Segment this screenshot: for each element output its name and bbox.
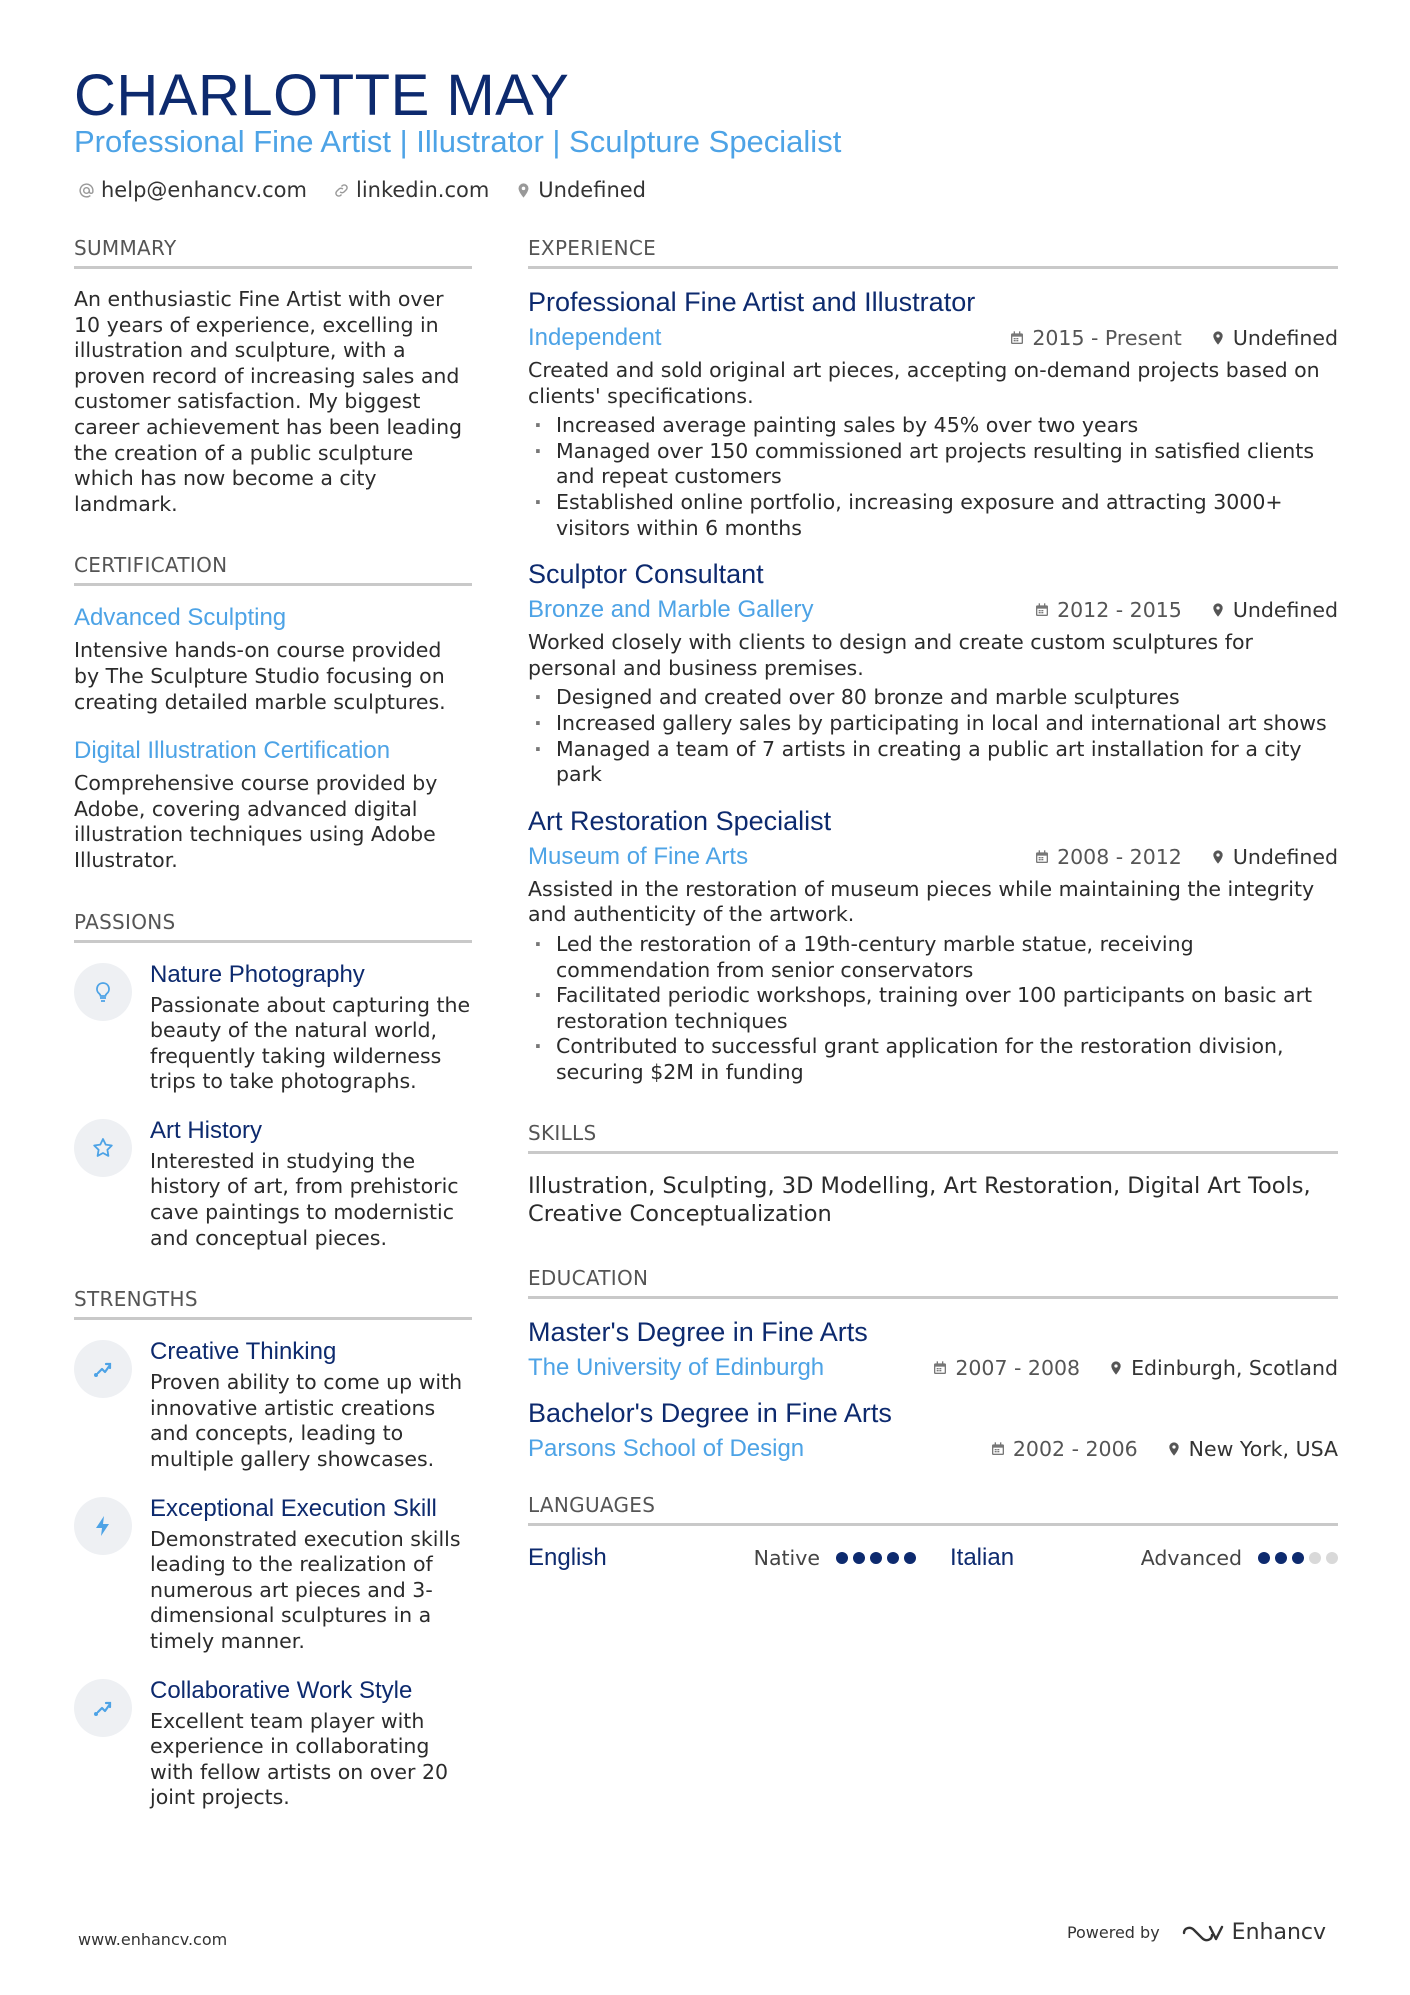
job-meta-row bbox=[528, 324, 1338, 352]
education-dates bbox=[990, 1437, 1138, 1461]
contact-email[interactable] bbox=[78, 178, 307, 202]
job-dates-text: 2012 - 2015 bbox=[1057, 598, 1182, 623]
experience-item bbox=[528, 559, 1338, 788]
brand-logo[interactable] bbox=[1180, 1920, 1326, 1945]
certification-item bbox=[74, 737, 472, 873]
rating-dot bbox=[870, 1552, 882, 1564]
rating-dot bbox=[836, 1552, 848, 1564]
map-pin-icon bbox=[1210, 330, 1226, 346]
job-bullet: · Established online portfolio, increasing exposure and attracting 3000+ visitors within 6 months bbox=[528, 490, 1338, 541]
map-pin-icon bbox=[1108, 1360, 1124, 1376]
passion-title: Nature Photography bbox=[150, 960, 365, 988]
job-bullets bbox=[528, 413, 1338, 541]
map-pin-icon bbox=[1166, 1441, 1182, 1457]
strength-item bbox=[74, 1495, 472, 1655]
job-title: Sculptor Consultant bbox=[528, 559, 764, 590]
rating-dot bbox=[904, 1552, 916, 1564]
strengths-heading: STRENGTHS bbox=[74, 1287, 472, 1320]
language-level: Advanced bbox=[1140, 1546, 1242, 1571]
job-location-text: Undefined bbox=[1232, 844, 1338, 869]
education-dates-text: 2007 - 2008 bbox=[955, 1356, 1081, 1381]
job-description: Created and sold original art pieces, accepting on-demand projects based on clients' specifications. bbox=[528, 358, 1320, 408]
skills-text: Illustration, Sculpting, 3D Modelling, Art Restoration, Digital Art Tools, Creative Conceptualization bbox=[528, 1173, 1311, 1228]
job-dates-text: 2008 - 2012 bbox=[1057, 844, 1182, 869]
bolt-icon bbox=[74, 1497, 132, 1555]
job-bullet: · Facilitated periodic workshops, training over 100 participants on basic art restoration techniques bbox=[528, 983, 1338, 1034]
education-meta bbox=[990, 1437, 1338, 1461]
brand-name: Enhancv bbox=[1231, 1920, 1326, 1945]
school-name: The University of Edinburgh bbox=[528, 1354, 825, 1382]
job-meta-row bbox=[528, 596, 1338, 624]
link-icon bbox=[333, 182, 350, 199]
job-location bbox=[1210, 845, 1338, 869]
contact-email-text: help@enhancv.com bbox=[101, 178, 307, 202]
lightbulb-icon bbox=[74, 963, 132, 1021]
experience-item bbox=[528, 806, 1338, 1086]
job-meta bbox=[1009, 326, 1338, 350]
contact-linkedin-text: linkedin.com bbox=[355, 178, 490, 202]
experience-heading: EXPERIENCE bbox=[528, 236, 1338, 269]
footer-powered bbox=[1067, 1920, 1326, 1945]
right-column bbox=[528, 236, 1338, 1572]
enhancv-logo-icon bbox=[1180, 1921, 1224, 1945]
calendar-icon bbox=[990, 1441, 1006, 1457]
passion-text: Passionate about capturing the beauty of the natural world, frequently taking wilderness trips to take photographs. bbox=[150, 992, 471, 1094]
contact-location bbox=[515, 178, 646, 202]
rating-dot bbox=[853, 1552, 865, 1564]
job-dates bbox=[1009, 326, 1182, 350]
job-meta bbox=[1034, 845, 1338, 869]
candidate-name: CHARLOTTE MAY bbox=[74, 63, 570, 128]
job-title: Art Restoration Specialist bbox=[528, 805, 832, 836]
job-bullet: · Designed and created over 80 bronze and marble sculptures bbox=[528, 685, 1338, 711]
powered-by-label: Powered by bbox=[1066, 1923, 1160, 1942]
at-icon bbox=[78, 182, 95, 199]
candidate-tagline: Professional Fine Artist | Illustrator | Sculpture Specialist bbox=[74, 124, 842, 159]
job-title: Professional Fine Artist and Illustrator bbox=[528, 287, 976, 317]
experience-item bbox=[528, 287, 1338, 541]
rating-dot bbox=[1292, 1552, 1304, 1564]
job-meta-row bbox=[528, 843, 1338, 871]
calendar-icon bbox=[1009, 330, 1025, 346]
certification-title: Digital Illustration Certification bbox=[74, 737, 391, 765]
languages-heading: LANGUAGES bbox=[528, 1493, 1338, 1526]
job-dates bbox=[1034, 845, 1182, 869]
contact-location-text: Undefined bbox=[538, 178, 647, 202]
language-name: Italian bbox=[950, 1544, 1015, 1572]
strength-text: Demonstrated execution skills leading to the realization of numerous art pieces and 3-dimensional sculptures in a timely manner. bbox=[150, 1526, 461, 1653]
language-rating bbox=[836, 1552, 916, 1564]
calendar-icon bbox=[1034, 602, 1050, 618]
passion-title: Art History bbox=[150, 1116, 263, 1144]
certification-item bbox=[74, 604, 472, 715]
job-bullet: · Managed a team of 7 artists in creating a public art installation for a city park bbox=[528, 737, 1338, 788]
contact-linkedin[interactable] bbox=[333, 178, 489, 202]
calendar-icon bbox=[1034, 849, 1050, 865]
job-bullet: · Increased average painting sales by 45% over two years bbox=[528, 413, 1338, 439]
language-name: English bbox=[528, 1544, 607, 1572]
degree-title: Master's Degree in Fine Arts bbox=[528, 1317, 868, 1348]
strength-item bbox=[74, 1338, 472, 1472]
passion-item bbox=[74, 961, 472, 1095]
strength-item bbox=[74, 1677, 472, 1811]
path-icon bbox=[74, 1679, 132, 1737]
company-name: Museum of Fine Arts bbox=[528, 842, 749, 870]
language-level: Native bbox=[753, 1546, 820, 1571]
strength-title: Collaborative Work Style bbox=[150, 1676, 413, 1704]
job-location bbox=[1210, 326, 1338, 350]
rating-dot bbox=[887, 1552, 899, 1564]
strength-text: Excellent team player with experience in collaborating with fellow artists on over 20 joint projects. bbox=[150, 1708, 449, 1810]
skills-heading: SKILLS bbox=[528, 1121, 1338, 1154]
left-column bbox=[74, 236, 472, 1833]
job-dates bbox=[1034, 598, 1182, 622]
education-location bbox=[1108, 1356, 1338, 1380]
education-location-text: Edinburgh, Scotland bbox=[1131, 1356, 1338, 1381]
summary-text: An enthusiastic Fine Artist with over 10 years of experience, excelling in illustration and sculpture, with a proven record of increasing sales and customer satisfaction. My biggest career achievement has been leading the creation of a public sculpture which has now become a city landmark. bbox=[74, 287, 463, 516]
map-pin-icon bbox=[515, 182, 532, 199]
job-bullet: · Managed over 150 commissioned art projects resulting in satisfied clients and repeat customers bbox=[528, 439, 1338, 490]
job-dates-text: 2015 - Present bbox=[1032, 326, 1182, 350]
job-description: Worked closely with clients to design and create custom sculptures for personal and business premises. bbox=[528, 630, 1253, 680]
education-location bbox=[1166, 1437, 1338, 1461]
education-heading: EDUCATION bbox=[528, 1266, 1338, 1299]
language-rating bbox=[1258, 1552, 1338, 1564]
passions-heading: PASSIONS bbox=[74, 910, 472, 943]
rating-dot bbox=[1275, 1552, 1287, 1564]
rating-dot bbox=[1309, 1552, 1321, 1564]
rating-dot bbox=[1326, 1552, 1338, 1564]
education-item bbox=[528, 1398, 1338, 1463]
certification-heading: CERTIFICATION bbox=[74, 553, 472, 586]
job-location-text: Undefined bbox=[1232, 326, 1338, 350]
education-location-text: New York, USA bbox=[1188, 1437, 1338, 1462]
degree-title: Bachelor's Degree in Fine Arts bbox=[528, 1398, 892, 1429]
rating-dot bbox=[1258, 1552, 1270, 1564]
job-location bbox=[1210, 598, 1338, 622]
company-name: Bronze and Marble Gallery bbox=[528, 596, 814, 624]
languages-list bbox=[528, 1544, 1338, 1572]
job-description: Assisted in the restoration of museum pieces while maintaining the integrity and authenticity of the artwork. bbox=[528, 876, 1315, 927]
passion-item bbox=[74, 1117, 472, 1251]
strength-title: Exceptional Execution Skill bbox=[150, 1494, 437, 1522]
language-item bbox=[528, 1544, 916, 1572]
education-dates bbox=[932, 1356, 1080, 1380]
education-item bbox=[528, 1317, 1338, 1382]
footer-website[interactable]: www.enhancv.com bbox=[78, 1930, 228, 1949]
strength-text: Proven ability to come up with innovative artistic creations and concepts, leading to multiple gallery showcases. bbox=[150, 1370, 463, 1472]
job-bullet: · Led the restoration of a 19th-century marble statue, receiving commendation from senior conservators bbox=[528, 932, 1338, 983]
job-bullet: · Contributed to successful grant application for the restoration division, securing $2M in funding bbox=[528, 1034, 1338, 1085]
education-dates-text: 2002 - 2006 bbox=[1012, 1437, 1138, 1462]
language-level-group bbox=[754, 1546, 916, 1570]
job-bullets bbox=[528, 932, 1338, 1086]
summary-heading: SUMMARY bbox=[74, 236, 472, 269]
education-meta-row bbox=[528, 1435, 1338, 1463]
education-meta bbox=[932, 1356, 1338, 1380]
job-location-text: Undefined bbox=[1232, 598, 1338, 623]
language-item bbox=[950, 1544, 1338, 1572]
path-icon bbox=[74, 1340, 132, 1398]
certification-text: Comprehensive course provided by Adobe, covering advanced digital illustration techniques using Adobe Illustrator. bbox=[74, 771, 438, 872]
job-meta bbox=[1034, 598, 1338, 622]
job-bullets bbox=[528, 685, 1338, 787]
school-name: Parsons School of Design bbox=[528, 1435, 805, 1463]
certification-title: Advanced Sculpting bbox=[74, 604, 287, 632]
map-pin-icon bbox=[1210, 602, 1226, 618]
language-level-group bbox=[1141, 1546, 1338, 1570]
calendar-icon bbox=[932, 1360, 948, 1376]
passion-text: Interested in studying the history of art, from prehistoric cave paintings to modernistic and conceptual pieces. bbox=[150, 1148, 459, 1250]
job-bullet: · Increased gallery sales by participating in local and international art shows bbox=[528, 711, 1338, 737]
contact-bar bbox=[78, 178, 646, 202]
company-name: Independent bbox=[528, 324, 662, 351]
star-icon bbox=[74, 1119, 132, 1177]
education-meta-row bbox=[528, 1354, 1338, 1382]
certification-text: Intensive hands-on course provided by The Sculpture Studio focusing on creating detailed marble sculptures. bbox=[74, 638, 446, 714]
strength-title: Creative Thinking bbox=[150, 1338, 337, 1366]
map-pin-icon bbox=[1210, 849, 1226, 865]
